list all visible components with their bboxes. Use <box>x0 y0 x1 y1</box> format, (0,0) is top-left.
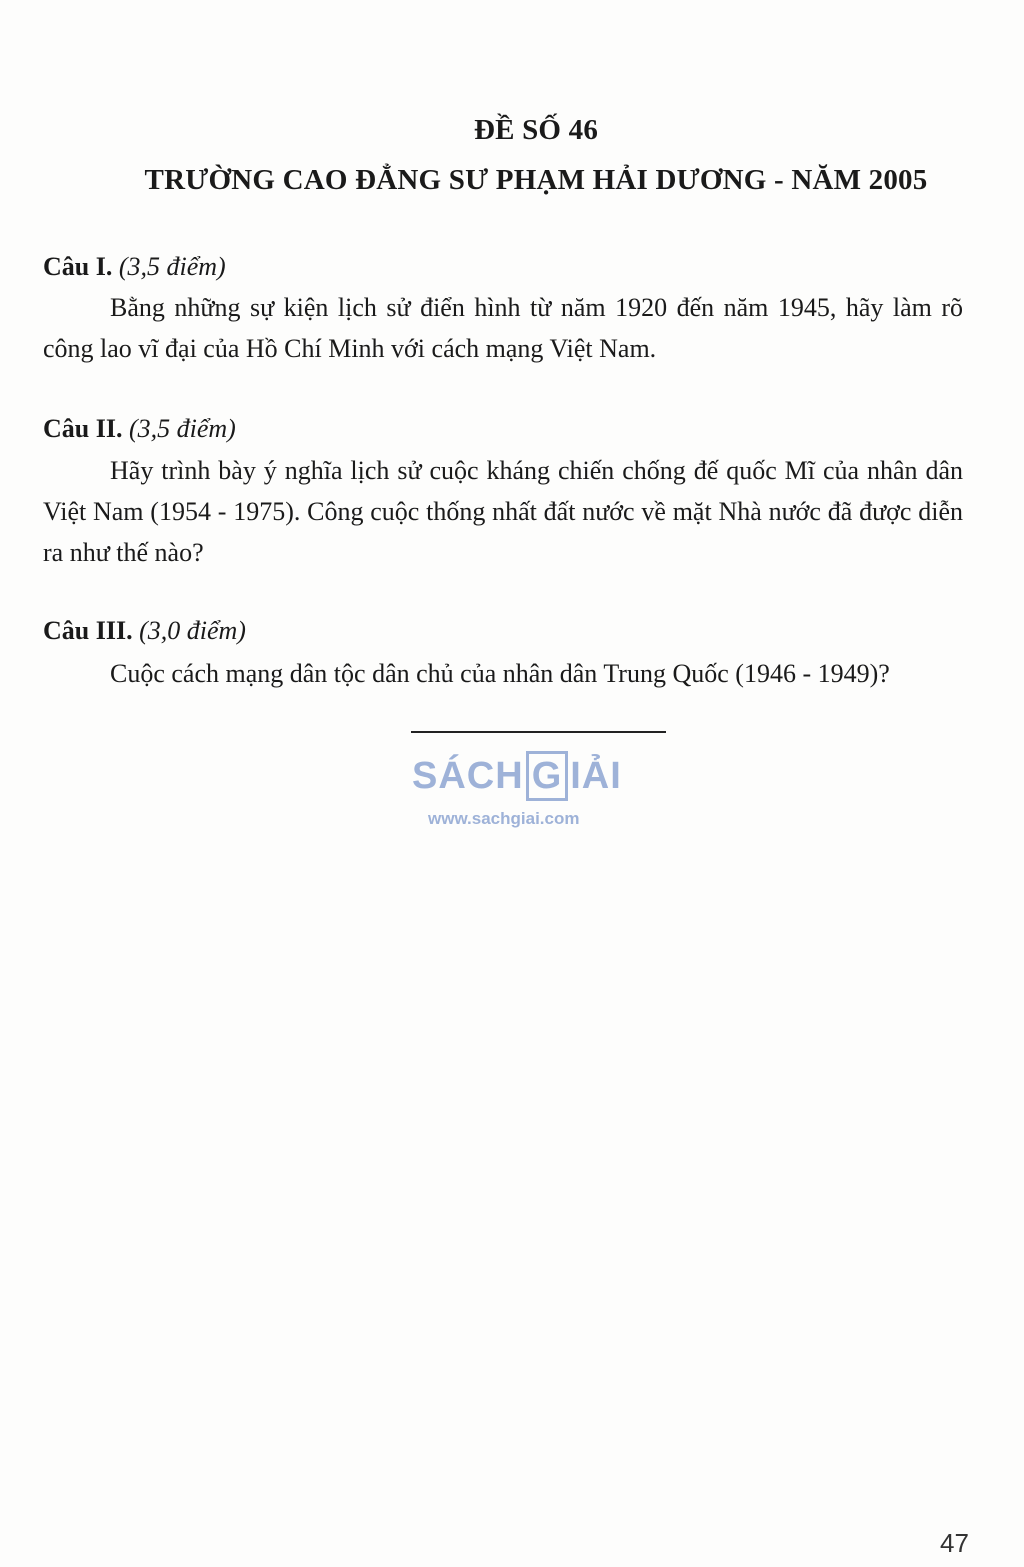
watermark-logo-box: G <box>526 751 569 801</box>
question-2-text: Hãy trình bày ý nghĩa lịch sử cuộc kháng chiến chống đế quốc Mĩ của nhân dân Việt Nam (1954 - 1975). Công cuộc thống nhất đất nước về mặt Nhà nước đã được diễn ra như thế nào? <box>43 456 963 567</box>
watermark-logo-left: SÁCH <box>412 755 524 797</box>
watermark <box>412 735 622 835</box>
question-2-body <box>43 450 963 573</box>
question-3-heading <box>43 616 246 646</box>
watermark-url: www.sachgiai.com <box>428 809 580 828</box>
question-1-body <box>43 287 963 369</box>
question-1-points: (3,5 điểm) <box>118 252 226 281</box>
question-3-points: (3,0 điểm) <box>139 616 246 645</box>
question-1-text: Bằng những sự kiện lịch sử điển hình từ năm 1920 đến năm 1945, hãy làm rõ công lao vĩ đại của Hồ Chí Minh với cách mạng Việt Nam. <box>43 293 963 363</box>
question-2-label: Câu II. <box>43 414 123 443</box>
page-number: 47 <box>940 1528 969 1558</box>
question-2-heading <box>43 414 236 444</box>
school-year-heading: TRƯỜNG CAO ĐẲNG SƯ PHẠM HẢI DƯƠNG - NĂM 2005 <box>144 164 928 196</box>
watermark-logo <box>412 751 622 801</box>
question-3-text: Cuộc cách mạng dân tộc dân chủ của nhân dân Trung Quốc (1946 - 1949)? <box>110 659 890 688</box>
question-2-points: (3,5 điểm) <box>128 414 236 443</box>
watermark-logo-right: IẢI <box>570 755 622 797</box>
section-divider <box>411 731 666 733</box>
question-1-heading <box>43 252 226 282</box>
question-1-label: Câu I. <box>43 252 113 281</box>
question-3-label: Câu III. <box>43 616 133 645</box>
exam-number-heading: ĐỀ SỐ 46 <box>473 114 599 146</box>
question-3-body <box>43 653 963 694</box>
